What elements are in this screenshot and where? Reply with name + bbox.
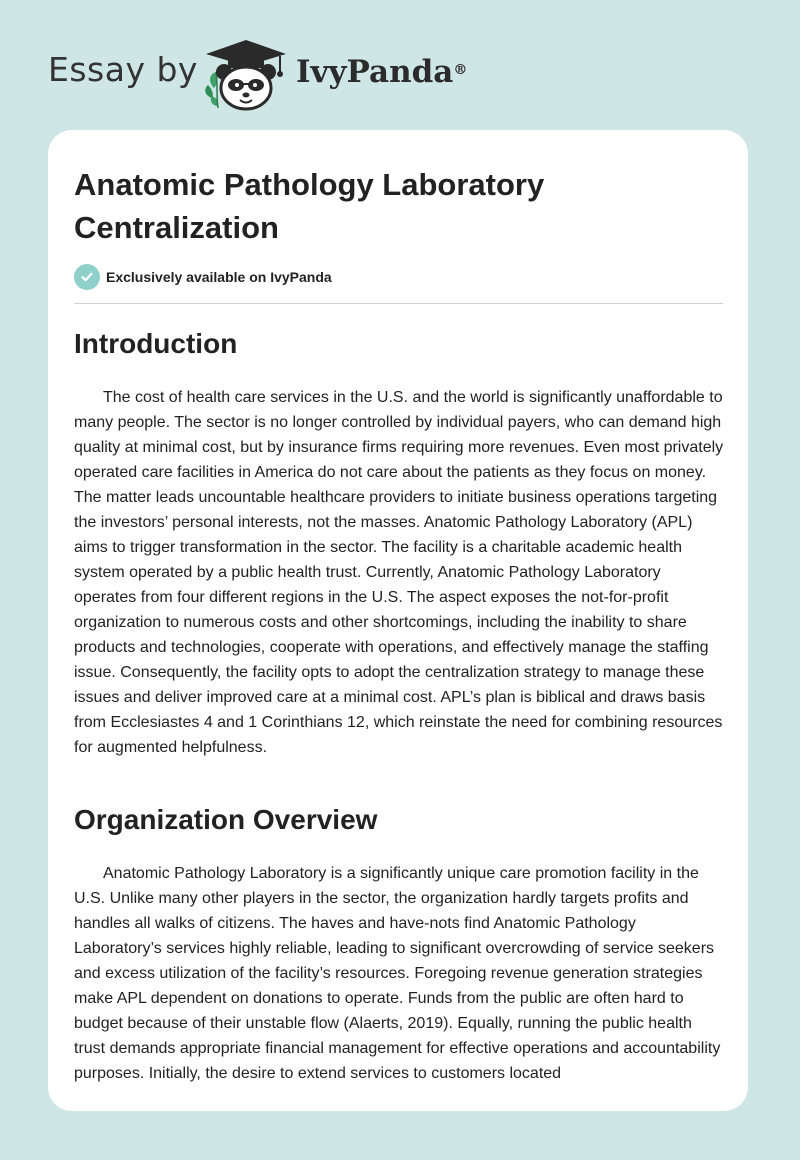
article-card bbox=[48, 130, 748, 1111]
essay-by-label: Essay by bbox=[48, 50, 198, 89]
site-header bbox=[0, 0, 800, 130]
panda-logo-icon[interactable] bbox=[200, 36, 292, 112]
check-icon bbox=[74, 264, 100, 290]
section-heading-introduction: Introduction bbox=[74, 328, 238, 359]
section-heading-organization-overview: Organization Overview bbox=[74, 804, 378, 835]
title-divider bbox=[74, 303, 723, 304]
section-paragraph-introduction: The cost of health care services in the U.S. and the world is significantly unaffordable to many people. The sector is no longer controlled by individual payers, who can demand high quality at minimal cost, but by insurance firms requiring more revenues. Even most privately operated care facilities in America do not care about the patients as they focus on money. The matter leads uncountable healthcare providers to initiate business operations targeting the investors’ personal interests, not the masses. Anatomic Pathology Laboratory (APL) aims to trigger transformation in the sector. The facility is a charitable academic health system operated by a public health trust. Currently, Anatomic Pathology Laboratory operates from four different regions in the U.S. The aspect exposes the not-for-profit organization to numerous costs and other shortcomings, including the inability to share products and technologies, cooperate with operations, and effectively manage the staffing issue. Consequently, the facility opts to adopt the centralization strategy to manage these issues and deliver improved care at a minimal cost. APL’s plan is biblical and draws basis from Ecclesiastes 4 and 1 Corinthians 12, which reinstate the need for combining resources for augmented helpfulness. bbox=[74, 389, 724, 756]
registered-mark: ® bbox=[453, 62, 468, 78]
brand-name-text: IvyPanda bbox=[296, 54, 454, 90]
exclusive-badge bbox=[74, 263, 332, 291]
brand-name[interactable] bbox=[296, 52, 467, 92]
section-paragraph-organization-overview: Anatomic Pathology Laboratory is a significantly unique care promotion facility in the U.S. Unlike many other players in the sector, the organization hardly targets profits and handles all walks of citizens. The haves and have-nots find Anatomic Pathology Laboratory’s services highly reliable, leading to significant overcrowding of service seekers and excess utilization of the facility’s resources. Foregoing revenue generation strategies make APL dependent on donations to operate. Funds from the public are often hard to budget because of their unstable flow (Alaerts, 2019). Equally, running the public health trust demands appropriate financial management for effective operations and accountability purposes. Initially, the desire to extend services to customers located bbox=[74, 865, 721, 1082]
exclusive-badge-label: Exclusively available on IvyPanda bbox=[106, 269, 332, 285]
article-title: Anatomic Pathology Laboratory Centralization bbox=[74, 167, 545, 245]
